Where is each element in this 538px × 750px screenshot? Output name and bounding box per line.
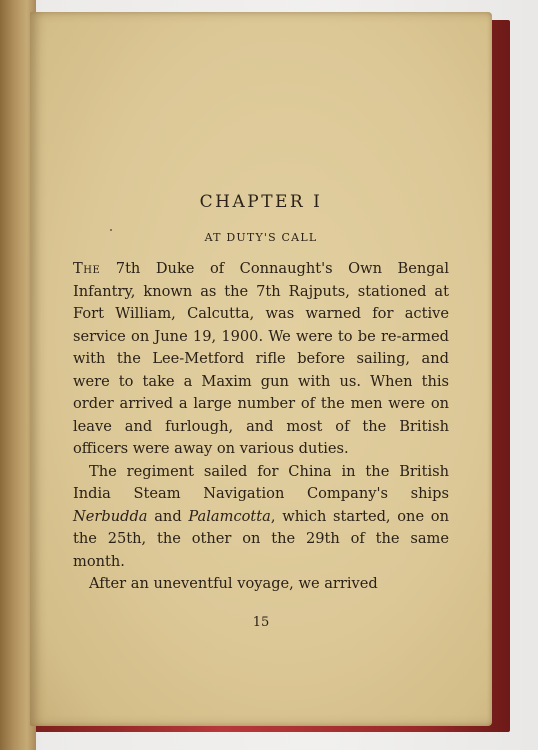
paragraph-1-text: 7th Duke of Connaught's Own Bengal Infantry, known as the 7th Rajputs, stationed at Fort William, Calcutta, was warned for active service on June 19, 1900. We were to be re-armed with the Lee-Metford rifle before sailing, and were to take a Maxim gun with us. When this order arrived a large number of the men were on leave and furlough, and most of the British officers were away on various duties. [73, 260, 449, 457]
paragraph-1-first-word: The [73, 260, 101, 277]
paragraph-2-and: and [147, 507, 189, 525]
chapter-title: CHAPTER I [199, 192, 323, 212]
paragraph-3-text: After an uneventful voyage, we arrived [89, 575, 378, 592]
chapter-body [73, 258, 449, 596]
book-page [30, 12, 492, 726]
ink-speck [110, 229, 112, 231]
paragraph-2-text-a: The regiment sailed for China in the British India Steam Navigation Company's ships [73, 462, 449, 502]
paragraph-1 [73, 258, 449, 461]
paragraph-2-text-b: , which started, one on the 25th, the other on the 29th of the same month. [73, 507, 449, 570]
chapter-subtitle: AT DUTY'S CALL [204, 231, 318, 244]
paragraph-3 [73, 573, 449, 596]
paragraph-2 [73, 461, 449, 574]
ship-name-palamcotta: Palamcotta [188, 507, 271, 525]
ship-name-nerbudda: Nerbudda [73, 507, 148, 525]
page-number: 15 [252, 615, 270, 630]
